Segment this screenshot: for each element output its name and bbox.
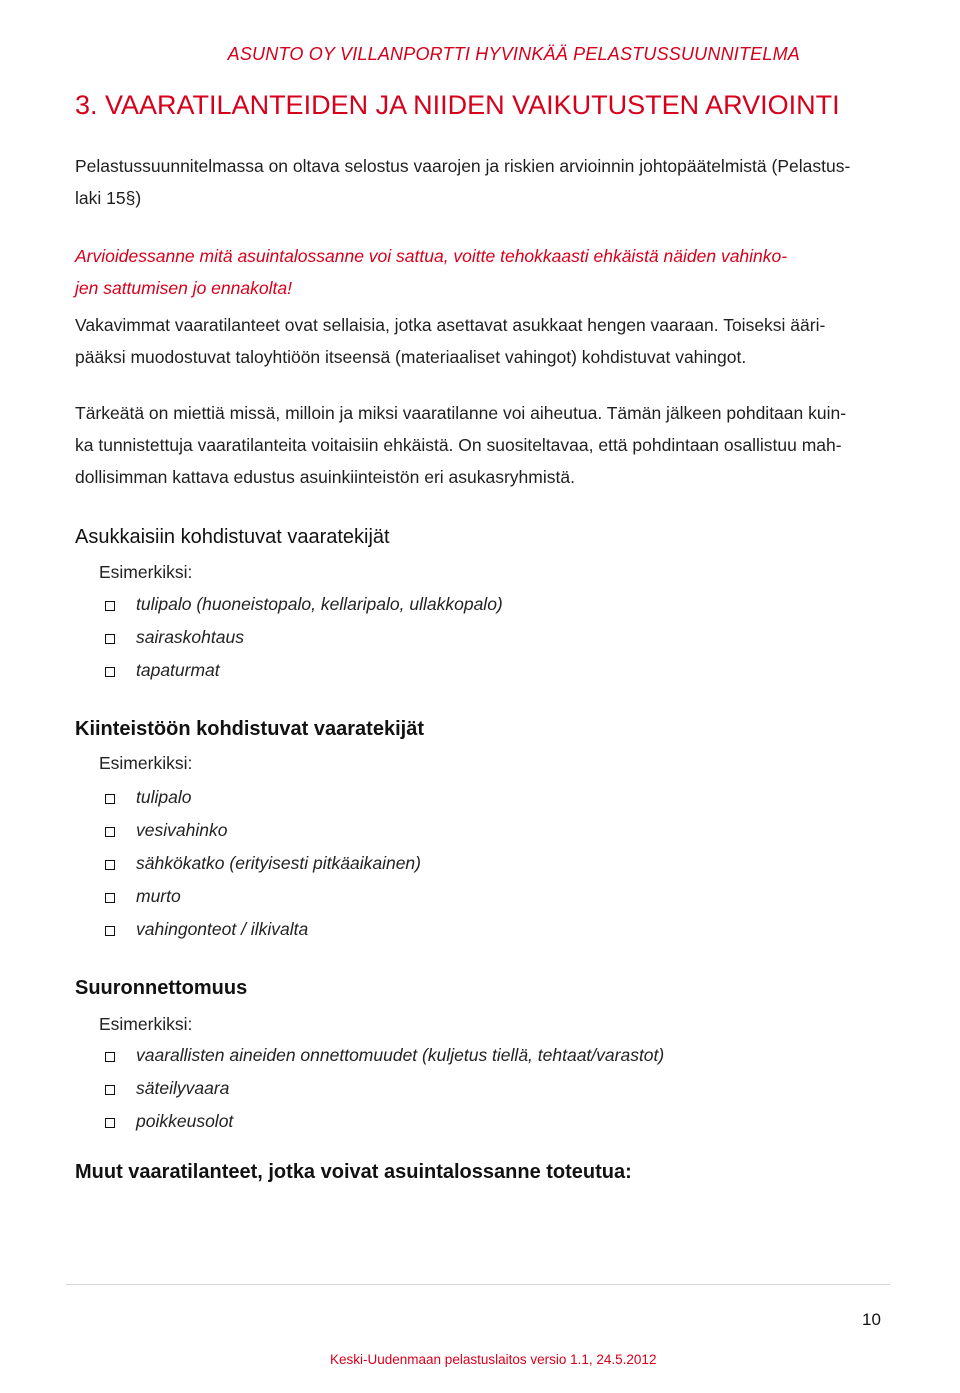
accidents-list (105, 1039, 664, 1138)
other-hazards-heading: Muut vaaratilanteet, jotka voivat asuintalossanne toteutua: (75, 1161, 632, 1183)
checkbox-bullet-icon (105, 667, 115, 677)
intro-paragraph (75, 150, 927, 214)
list-item: vesivahinko (105, 814, 421, 847)
intro-line-2: laki 15§) (75, 188, 142, 208)
severity-line-1: Vakavimmat vaaratilanteet ovat sellaisia, jotka asettavat asukkaat hengen vaaraan. Toiseksi ääri- (75, 315, 826, 335)
list-item: vaarallisten aineiden onnettomuudet (kuljetus tiellä, tehtaat/varastot) (105, 1039, 664, 1072)
list-item: sairaskohtaus (105, 621, 503, 654)
checkbox-bullet-icon (105, 926, 115, 936)
planning-line-3: dollisimman kattava edustus asuinkiinteistön eri asukasryhmistä. (75, 467, 575, 487)
residents-list (105, 588, 503, 687)
property-examples-label: Esimerkiksi: (99, 753, 193, 773)
intro-line-1: Pelastussuunnitelmassa on oltava selostus vaarojen ja riskien arvioinnin johtopäätelmistä (Pelastus- (75, 156, 851, 176)
footer-divider (66, 1284, 890, 1285)
highlight-paragraph (75, 240, 927, 304)
checkbox-bullet-icon (105, 1052, 115, 1062)
planning-line-1: Tärkeätä on miettiä missä, milloin ja miksi vaaratilanne voi aiheutua. Tämän jälkeen pohditaan kuin- (75, 403, 847, 423)
property-list (105, 781, 421, 946)
accidents-examples-label: Esimerkiksi: (99, 1014, 193, 1034)
list-item: sähkökatko (erityisesti pitkäaikainen) (105, 847, 421, 880)
checkbox-bullet-icon (105, 601, 115, 611)
footer-text: Keski-Uudenmaan pelastuslaitos versio 1.1, 24.5.2012 (330, 1352, 657, 1367)
planning-paragraph (75, 397, 927, 493)
checkbox-bullet-icon (105, 1118, 115, 1128)
planning-line-2: ka tunnistettuja vaaratilanteita voitaisiin ehkäistä. On suositeltavaa, että pohdintaan osallistuu mah- (75, 435, 842, 455)
checkbox-bullet-icon (105, 827, 115, 837)
highlight-line-1: Arvioidessanne mitä asuintalossanne voi sattua, voitte tehokkaasti ehkäistä näiden vahinko- (75, 246, 788, 266)
list-item: tulipalo (105, 781, 421, 814)
checkbox-bullet-icon (105, 1085, 115, 1095)
list-item: poikkeusolot (105, 1105, 664, 1138)
list-item: tulipalo (huoneistopalo, kellaripalo, ullakkopalo) (105, 588, 503, 621)
checkbox-bullet-icon (105, 893, 115, 903)
section-title: 3. VAARATILANTEIDEN JA NIIDEN VAIKUTUSTEN ARVIOINTI (75, 90, 840, 120)
list-item: tapaturmat (105, 654, 503, 687)
severity-line-2: pääksi muodostuvat taloyhtiöön itseensä (materiaaliset vahingot) kohdistuvat vahingot. (75, 347, 747, 367)
checkbox-bullet-icon (105, 634, 115, 644)
list-item: säteilyvaara (105, 1072, 664, 1105)
list-item: vahingonteot / ilkivalta (105, 913, 421, 946)
property-heading: Kiinteistöön kohdistuvat vaaratekijät (75, 718, 424, 740)
residents-heading: Asukkaisiin kohdistuvat vaaratekijät (75, 526, 390, 548)
document-header-title: ASUNTO OY VILLANPORTTI HYVINKÄÄ PELASTUSSUUNNITELMA (227, 44, 800, 64)
severity-paragraph (75, 309, 927, 373)
highlight-line-2: jen sattumisen jo ennakolta! (75, 278, 292, 298)
page-number: 10 (862, 1310, 881, 1329)
list-item: murto (105, 880, 421, 913)
checkbox-bullet-icon (105, 860, 115, 870)
accidents-heading: Suuronnettomuus (75, 977, 248, 999)
residents-examples-label: Esimerkiksi: (99, 562, 193, 582)
checkbox-bullet-icon (105, 794, 115, 804)
